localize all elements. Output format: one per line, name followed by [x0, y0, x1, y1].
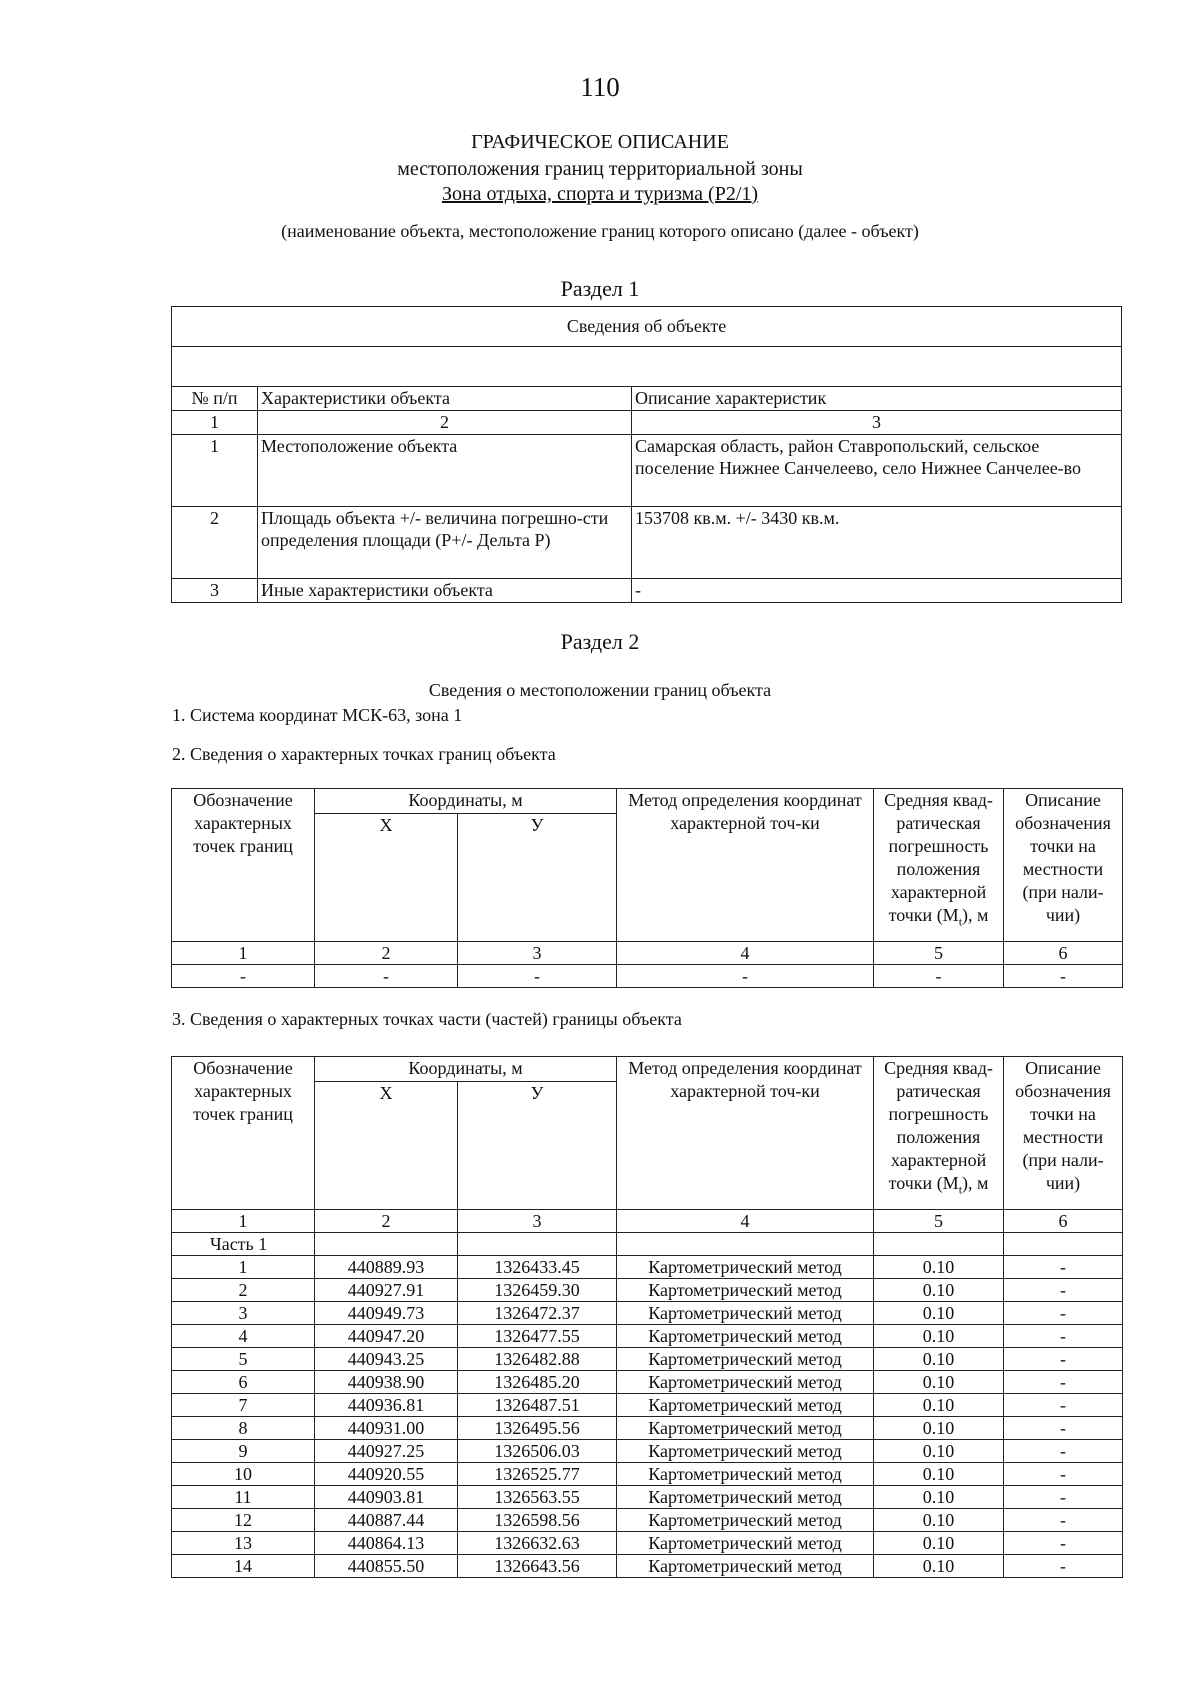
point-description: - — [1004, 1555, 1123, 1578]
hdr-error: Средняя квад-ратическая погрешность положения характерной точки $(М_t)$, м — [874, 1057, 1004, 1210]
method: Картометрический метод — [617, 1532, 874, 1555]
row-name: Местоположение объекта — [258, 435, 632, 507]
table-row — [172, 1256, 1123, 1279]
hdr-y: У — [458, 814, 617, 942]
hdr-coords: Координаты, м — [315, 1057, 617, 1082]
coord-x: 440855.50 — [315, 1555, 458, 1578]
point-number: 11 — [172, 1486, 315, 1509]
method: Картометрический метод — [617, 1279, 874, 1302]
coord-y: 1326472.37 — [458, 1302, 617, 1325]
coord-x: 440887.44 — [315, 1509, 458, 1532]
table-row — [172, 1279, 1123, 1302]
col-number: 5 — [874, 1210, 1004, 1233]
point-number: 10 — [172, 1463, 315, 1486]
point-description: - — [1004, 1371, 1123, 1394]
row-name: Площадь объекта +/- величина погрешно-сти определения площади (Р+/- Дельта Р) — [258, 507, 632, 579]
point-description: - — [1004, 1486, 1123, 1509]
col-number: 2 — [315, 1210, 458, 1233]
method: Картометрический метод — [617, 1440, 874, 1463]
table-row — [172, 1371, 1123, 1394]
coord-x: 440927.25 — [315, 1440, 458, 1463]
coord-y: 1326506.03 — [458, 1440, 617, 1463]
object-caption: (наименование объекта, местоположение границ которого описано (далее - объект) — [281, 221, 919, 241]
row-num: 2 — [172, 507, 258, 579]
point-description: - — [1004, 1348, 1123, 1371]
hdr-designation: Обозначение характерных точек границ — [172, 1057, 315, 1210]
error: 0.10 — [874, 1555, 1004, 1578]
coord-y: 1326598.56 — [458, 1509, 617, 1532]
coord-x: 440931.00 — [315, 1417, 458, 1440]
error: 0.10 — [874, 1532, 1004, 1555]
document-title: ГРАФИЧЕСКОЕ ОПИСАНИЕ — [471, 131, 729, 153]
header-description: Описание характеристик — [632, 387, 1122, 411]
col-number: 4 — [617, 1210, 874, 1233]
document-subtitle: местоположения границ территориальной зоны — [397, 158, 803, 180]
points-title: 2. Сведения о характерных точках границ объекта — [172, 744, 556, 764]
col-number: 4 — [617, 942, 874, 965]
point-number: 3 — [172, 1302, 315, 1325]
table-row — [172, 1440, 1123, 1463]
point-description: - — [1004, 1463, 1123, 1486]
error: 0.10 — [874, 1348, 1004, 1371]
table-row — [172, 1509, 1123, 1532]
point-number: 9 — [172, 1440, 315, 1463]
row-num: 1 — [172, 435, 258, 507]
row-num: 3 — [172, 579, 258, 603]
object-info-title: Сведения об объекте — [172, 307, 1122, 347]
hdr-method: Метод определения координат характерной точ-ки — [617, 789, 874, 942]
coord-y: 1326482.88 — [458, 1348, 617, 1371]
coord-y: 1326563.55 — [458, 1486, 617, 1509]
coord-x: 440889.93 — [315, 1256, 458, 1279]
coord-x: 440936.81 — [315, 1394, 458, 1417]
method: Картометрический метод — [617, 1463, 874, 1486]
col-number: 3 — [458, 1210, 617, 1233]
coord-system: 1. Система координат МСК-63, зона 1 — [172, 705, 463, 725]
hdr-coords: Координаты, м — [315, 789, 617, 814]
hdr-x: Х — [315, 814, 458, 942]
header-num: № п/п — [172, 387, 258, 411]
error: 0.10 — [874, 1325, 1004, 1348]
part-row — [172, 1233, 1123, 1256]
point-description: - — [1004, 1256, 1123, 1279]
hdr-y: У — [458, 1082, 617, 1210]
coord-x: 440864.13 — [315, 1532, 458, 1555]
coord-y: 1326433.45 — [458, 1256, 617, 1279]
point-number: 8 — [172, 1417, 315, 1440]
col-number: 5 — [874, 942, 1004, 965]
point-description: - — [1004, 1394, 1123, 1417]
method: Картометрический метод — [617, 1348, 874, 1371]
coord-x: 440938.90 — [315, 1371, 458, 1394]
hdr-description: Описание обозначения точки на местности (при нали-чии) — [1004, 789, 1123, 942]
coord-x: 440927.91 — [315, 1279, 458, 1302]
point-description: - — [1004, 1417, 1123, 1440]
page-number: 110 — [580, 72, 620, 102]
hdr-x: Х — [315, 1082, 458, 1210]
method: Картометрический метод — [617, 1486, 874, 1509]
object-info-table — [171, 306, 1122, 603]
point-number: 6 — [172, 1371, 315, 1394]
coord-y: 1326643.56 — [458, 1555, 617, 1578]
col-number: 1 — [172, 411, 258, 435]
part-label: Часть 1 — [172, 1233, 315, 1256]
error: 0.10 — [874, 1463, 1004, 1486]
coord-y: 1326477.55 — [458, 1325, 617, 1348]
error: 0.10 — [874, 1440, 1004, 1463]
method: Картометрический метод — [617, 1417, 874, 1440]
table-row — [172, 1417, 1123, 1440]
point-number: 1 — [172, 1256, 315, 1279]
hdr-method: Метод определения координат характерной точ-ки — [617, 1057, 874, 1210]
coord-x: 440947.20 — [315, 1325, 458, 1348]
coord-y: 1326485.20 — [458, 1371, 617, 1394]
table-row — [172, 1532, 1123, 1555]
point-description: - — [1004, 1532, 1123, 1555]
table-row — [172, 1302, 1123, 1325]
coord-x: 440920.55 — [315, 1463, 458, 1486]
part-boundary-points-table — [171, 1056, 1123, 1578]
point-number: 7 — [172, 1394, 315, 1417]
error: 0.10 — [874, 1256, 1004, 1279]
method: Картометрический метод — [617, 1509, 874, 1532]
boundary-points-table — [171, 788, 1123, 988]
table-row — [172, 1348, 1123, 1371]
col-number: 3 — [458, 942, 617, 965]
table-row — [172, 1463, 1123, 1486]
row-desc: 153708 кв.м. +/- 3430 кв.м. — [632, 507, 1122, 579]
section2-title: Раздел 2 — [560, 629, 640, 654]
col-number: 3 — [632, 411, 1122, 435]
row-desc: Самарская область, район Ставропольский, сельское поселение Нижнее Санчелеево, село Нижнее Санчелее-во — [632, 435, 1122, 507]
point-description: - — [1004, 1509, 1123, 1532]
point-description: - — [1004, 1325, 1123, 1348]
table-row — [172, 1394, 1123, 1417]
method: Картометрический метод — [617, 1371, 874, 1394]
point-number: 12 — [172, 1509, 315, 1532]
row-desc: - — [632, 579, 1122, 603]
zone-name: Зона отдыха, спорта и туризма (Р2/1) — [441, 183, 759, 205]
point-number: 2 — [172, 1279, 315, 1302]
error: 0.10 — [874, 1371, 1004, 1394]
hdr-error: Средняя квад-ратическая погрешность положения характерной точки $(М_t)$, м — [874, 789, 1004, 942]
table-row — [172, 1325, 1123, 1348]
error: 0.10 — [874, 1509, 1004, 1532]
method: Картометрический метод — [617, 1555, 874, 1578]
section1-title: Раздел 1 — [560, 276, 640, 301]
coord-y: 1326459.30 — [458, 1279, 617, 1302]
col-number: 6 — [1004, 1210, 1123, 1233]
coord-x: 440943.25 — [315, 1348, 458, 1371]
error: 0.10 — [874, 1486, 1004, 1509]
empty-row — [172, 347, 1122, 387]
method: Картометрический метод — [617, 1394, 874, 1417]
point-number: 4 — [172, 1325, 315, 1348]
col-number: 6 — [1004, 942, 1123, 965]
row-name: Иные характеристики объекта — [258, 579, 632, 603]
error: 0.10 — [874, 1394, 1004, 1417]
error: 0.10 — [874, 1279, 1004, 1302]
point-number: 13 — [172, 1532, 315, 1555]
section2-subtitle: Сведения о местоположении границ объекта — [428, 680, 772, 700]
table-row — [172, 1486, 1123, 1509]
point-description: - — [1004, 1302, 1123, 1325]
header-characteristic: Характеристики объекта — [258, 387, 632, 411]
method: Картометрический метод — [617, 1325, 874, 1348]
col-number: 1 — [172, 942, 315, 965]
hdr-designation: Обозначение характерных точек границ — [172, 789, 315, 942]
table-row: - - - - - - — [172, 965, 1123, 988]
point-number: 14 — [172, 1555, 315, 1578]
coord-x: 440903.81 — [315, 1486, 458, 1509]
method: Картометрический метод — [617, 1256, 874, 1279]
parts-title: 3. Сведения о характерных точках части (частей) границы объекта — [172, 1009, 682, 1029]
coord-y: 1326525.77 — [458, 1463, 617, 1486]
coord-x: 440949.73 — [315, 1302, 458, 1325]
col-number: 1 — [172, 1210, 315, 1233]
error: 0.10 — [874, 1417, 1004, 1440]
coord-y: 1326632.63 — [458, 1532, 617, 1555]
coord-y: 1326487.51 — [458, 1394, 617, 1417]
col-number: 2 — [258, 411, 632, 435]
hdr-description: Описание обозначения точки на местности (при нали-чии) — [1004, 1057, 1123, 1210]
error: 0.10 — [874, 1302, 1004, 1325]
point-number: 5 — [172, 1348, 315, 1371]
point-description: - — [1004, 1279, 1123, 1302]
table-row — [172, 1555, 1123, 1578]
coord-y: 1326495.56 — [458, 1417, 617, 1440]
point-description: - — [1004, 1440, 1123, 1463]
col-number: 2 — [315, 942, 458, 965]
method: Картометрический метод — [617, 1302, 874, 1325]
